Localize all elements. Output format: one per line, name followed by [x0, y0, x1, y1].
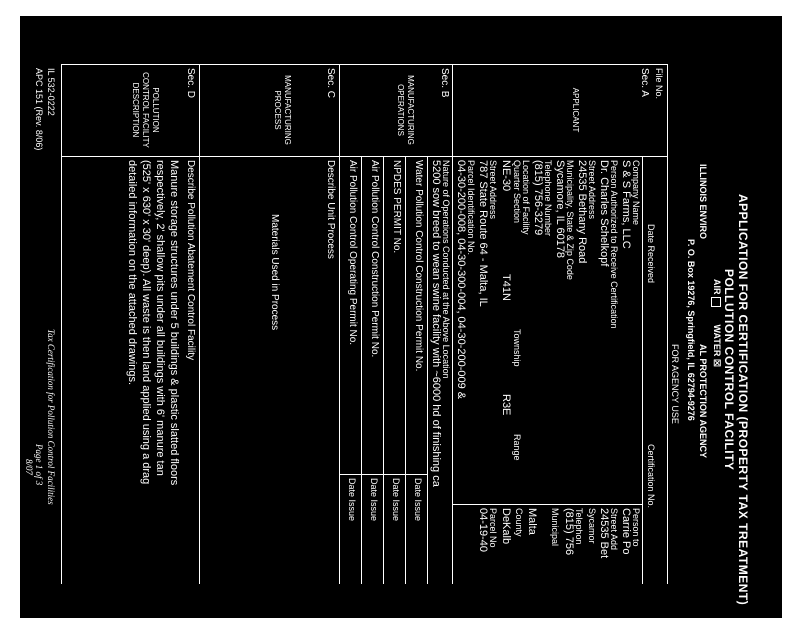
frame-left-rule	[62, 64, 668, 65]
person-authorized-label: Person Authorized to Receive Certification	[609, 160, 619, 329]
date-received-label: Date Received	[646, 224, 656, 284]
page-number: Page 1 of 3	[34, 444, 44, 486]
facility-text-line-3: (525' x 630' x 30' deep). All waste is then land applied using a drag	[140, 160, 152, 485]
npdes-label: NPDES PERMIT No.	[391, 160, 402, 254]
applicant-header: APPLICANT	[571, 87, 580, 133]
rc-parcel: 04-19-40	[477, 508, 489, 553]
rc-municipal: Malta	[526, 508, 538, 535]
date-issued-4: Date Issue	[347, 478, 357, 522]
operations-header: MANUFACTURING OPERATIONS	[396, 75, 415, 145]
section-a: Sec. A	[639, 68, 650, 97]
section-b: Sec. B	[439, 68, 450, 98]
certification-no-label: Certification No.	[646, 444, 656, 509]
rc-phone: (815) 756	[563, 508, 575, 556]
rc-county: DeKalb	[500, 508, 512, 545]
section-a-bottom-rule	[452, 64, 453, 584]
facility-text-line-4: detailed information on the attached drawings.	[126, 160, 138, 386]
water-checkbox[interactable]: ☒	[712, 358, 722, 367]
describe-unit-process: Describe Unit Process	[325, 160, 336, 259]
section-b-bottom-rule	[339, 64, 340, 584]
street-address: 24535 Bethany Road	[576, 160, 588, 264]
for-agency-use: FOR AGENCY USE	[670, 344, 680, 424]
rc-street: 24535 Bet	[598, 508, 610, 559]
quarter-section-label: Quarter Section	[512, 160, 522, 224]
describe-abatement-facility: Describe Pollution Abatement Control Facility	[185, 160, 196, 361]
apc-revision: APC 151 (Rev. 8/06)	[34, 68, 44, 151]
water-label: WATER	[712, 324, 722, 357]
water-permit-label: Water Pollution Control Construction Permit No.	[413, 160, 424, 372]
quarter-section: NE-30	[500, 160, 512, 192]
file-no-label: File No.	[654, 68, 664, 100]
rc-muni-label: Sycamor	[587, 508, 597, 544]
form-subtitle: POLLUTION CONTROL FACILITY	[722, 269, 736, 471]
section-c-bottom-rule	[199, 64, 200, 584]
township-label: Township	[512, 329, 522, 367]
date-issued-3: Date Issue	[369, 478, 379, 522]
ops-rule-4	[361, 156, 362, 584]
rc-street-label: Street Add	[609, 508, 619, 551]
rc-parcel-label: Parcel No	[488, 508, 498, 548]
telephone: (815) 756-3279	[532, 160, 544, 236]
facility-header: POLLUTION CONTROL FACILITY DESCRIPTION	[131, 72, 160, 148]
location-label: Location of Facility	[521, 160, 531, 235]
facility-street-label: Street Address	[488, 160, 498, 220]
nature-of-operations: 5200 sow breed to wean swine facility with ~6000 hd of finishing ca	[430, 160, 442, 487]
air-checkbox[interactable]	[711, 297, 721, 307]
facility-text-line-1: Manure storage structures under 5 buildings & plastic slatted floors	[168, 160, 180, 486]
rc-municipal-label: Municipal	[550, 508, 560, 547]
facility-street: 787 State Route 64 - Malta, IL	[477, 160, 489, 307]
process-header: MANUFACTURING PROCESS	[273, 75, 292, 145]
municipality-label: Municipality, State & Zip Code	[565, 160, 575, 280]
rc-phone-label: Telephon	[574, 508, 584, 545]
applicant-right-rule	[453, 504, 643, 505]
rc-person-label: Person to	[631, 508, 641, 547]
date-issued-1: Date Issue	[413, 478, 423, 522]
parcel-label: Parcel Identification No.	[466, 160, 476, 256]
company-name-label: Company Name	[631, 160, 641, 226]
form-title: APPLICATION FOR CERTIFICATION (PROPERTY TAX TREATMENT)	[736, 194, 750, 606]
rotated-form-page	[20, 64, 760, 606]
air-option	[711, 279, 722, 367]
telephone-label: Telephone Number	[543, 160, 553, 237]
document-scan	[20, 16, 782, 618]
agency-row-rule	[642, 156, 643, 584]
rc-county-label: County	[514, 508, 524, 537]
ops-rule-1	[427, 156, 428, 584]
agency-address: P. O. Box 19276, Springfield, IL 62794-9276	[686, 239, 696, 421]
materials-used: Materials Used in Process	[269, 214, 280, 331]
range: R3E	[500, 394, 512, 416]
agency-name-right: AL PROTECTION AGENCY	[698, 344, 708, 459]
company-name: S & S Farms, LLC	[620, 160, 632, 249]
air-label: AIR	[712, 279, 722, 295]
municipality: Sycamore, IL 60178	[554, 160, 566, 259]
date-issued-rule	[340, 474, 428, 475]
range-label: Range	[512, 434, 522, 461]
ops-rule-2	[405, 156, 406, 584]
street-label: Street Address	[587, 160, 597, 220]
section-c: Sec. C	[325, 68, 336, 99]
label-column-rule	[62, 156, 668, 157]
frame-bottom-rule	[61, 64, 62, 584]
ops-rule-3	[383, 156, 384, 584]
form-number: IL 532-0222	[46, 68, 56, 116]
rc-person: Carrie Po	[620, 508, 632, 555]
township: T41N	[500, 274, 512, 301]
date-issued-2: Date Issue	[391, 478, 401, 522]
agency-name-left: ILLINOIS ENVIRO	[698, 164, 708, 240]
nature-label: Nature of Operations Conducted at the Above Location	[441, 160, 451, 379]
air-construction-label: Air Pollution Control Construction Permit No.	[369, 160, 380, 358]
frame-top-rule	[667, 64, 668, 584]
person-authorized: Dr. Charles Schelkopf	[598, 160, 610, 267]
parcel-numbers: 04-30-200-008, 04-30-300-004, 04-30-200-009 &	[455, 160, 467, 400]
section-d: Sec. D	[185, 68, 196, 99]
footer-revision: 8/07	[24, 459, 34, 476]
facility-text-line-2: respectively, 2' shallow pits under all buildings with 6' manure tan	[154, 160, 166, 476]
footer-caption: Tax Certification for Pollution Control Facilities	[46, 329, 56, 505]
air-operating-label: Air Pollution Control Operating Permit No.	[347, 160, 358, 346]
